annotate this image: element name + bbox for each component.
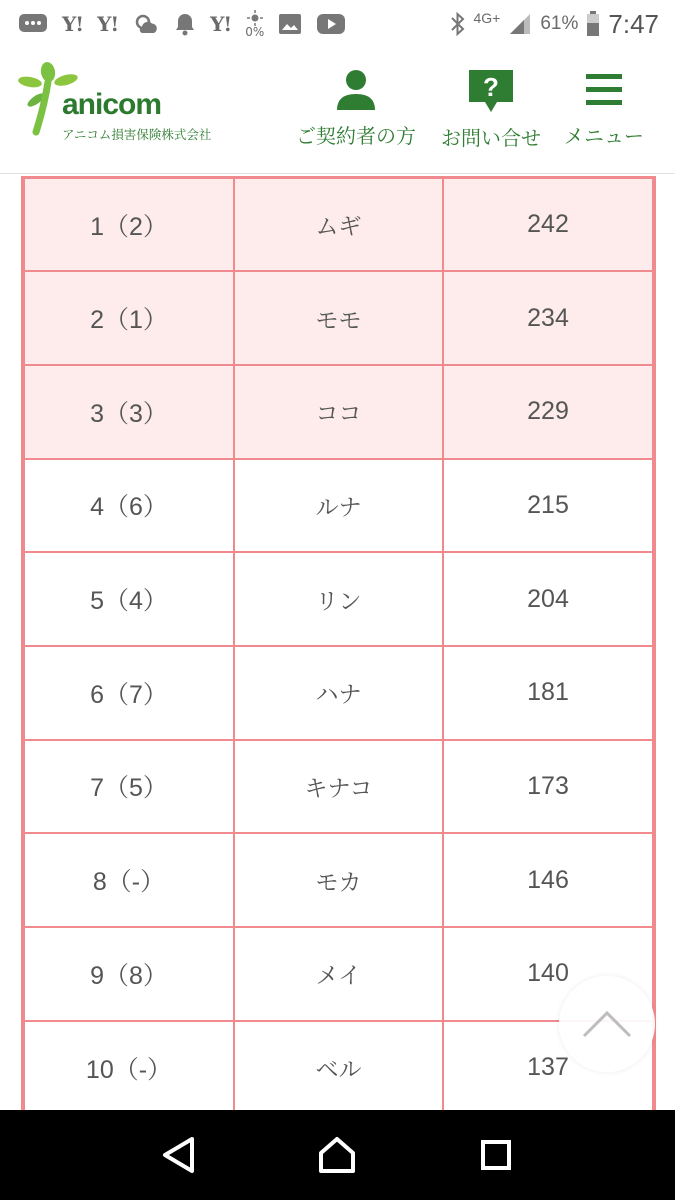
rank-cell: 4（6）	[25, 459, 234, 553]
ranking-row	[25, 927, 652, 1021]
count-cell: 242	[443, 178, 652, 272]
signal-icon	[508, 12, 532, 36]
svg-text:?: ?	[483, 72, 499, 102]
person-icon	[334, 68, 378, 112]
count-cell: 234	[443, 271, 652, 365]
uv-percent: 0%	[245, 25, 265, 39]
pet-name-cell: キナコ	[234, 740, 443, 834]
rank-cell: 6（7）	[25, 646, 234, 740]
logo-wordmark: anicom	[62, 88, 162, 121]
yahoo-icon: Y!	[97, 12, 119, 36]
rank-cell: 2（1）	[25, 271, 234, 365]
back-button[interactable]	[149, 1125, 209, 1185]
count-cell: 204	[443, 552, 652, 646]
network-type: 4G+	[473, 10, 501, 26]
chevron-up-icon	[582, 1009, 632, 1039]
ranking-row	[25, 552, 652, 646]
status-bar	[0, 0, 675, 48]
count-cell: 137	[443, 1021, 652, 1115]
system-nav-bar	[0, 1110, 675, 1200]
nav-label: ご契約者の方	[296, 124, 416, 148]
nav-menu[interactable]	[564, 68, 644, 149]
pet-name-cell: ハナ	[234, 646, 443, 740]
pet-name-cell: モカ	[234, 833, 443, 927]
rank-cell: 8（-）	[25, 833, 234, 927]
yahoo-icon: Y!	[62, 12, 84, 36]
weather-icon	[132, 12, 160, 36]
clock: 7:47	[608, 8, 659, 39]
bell-icon	[174, 12, 196, 36]
yahoo-icon: Y!	[210, 12, 232, 36]
question-icon	[467, 68, 515, 114]
ranking-row	[25, 646, 652, 740]
rank-cell: 5（4）	[25, 552, 234, 646]
youtube-icon	[316, 13, 346, 35]
count-cell: 215	[443, 459, 652, 553]
pet-name-cell: リン	[234, 552, 443, 646]
messages-icon	[18, 13, 48, 35]
ranking-row	[25, 459, 652, 553]
rank-cell: 10（-）	[25, 1021, 234, 1115]
count-cell: 229	[443, 365, 652, 459]
ranking-row	[25, 365, 652, 459]
pet-name-cell: メイ	[234, 927, 443, 1021]
logo-company-name: アニコム損害保険株式会社	[62, 127, 212, 142]
battery-percent: 61%	[540, 13, 579, 34]
hamburger-icon	[582, 68, 626, 112]
rank-cell: 9（8）	[25, 927, 234, 1021]
battery-icon	[586, 11, 600, 37]
rank-cell: 3（3）	[25, 365, 234, 459]
ranking-row	[25, 1021, 652, 1115]
ranking-row	[25, 740, 652, 834]
nav-label: メニュー	[564, 124, 644, 148]
site-header	[0, 48, 675, 174]
count-cell: 173	[443, 740, 652, 834]
count-cell: 181	[443, 646, 652, 740]
ranking-table	[25, 176, 652, 1115]
anicom-logo[interactable]	[18, 62, 228, 142]
pet-name-cell: モモ	[234, 271, 443, 365]
ranking-row	[25, 833, 652, 927]
rank-cell: 7（5）	[25, 740, 234, 834]
count-cell: 146	[443, 833, 652, 927]
pet-name-cell: ムギ	[234, 178, 443, 272]
pet-name-cell: ココ	[234, 365, 443, 459]
recents-icon	[479, 1138, 513, 1172]
home-button[interactable]	[307, 1125, 367, 1185]
ranking-row	[25, 178, 652, 272]
image-icon	[278, 13, 302, 35]
nav-contract-holder[interactable]	[296, 68, 416, 149]
count-cell: 140	[443, 927, 652, 1021]
pet-name-cell: ルナ	[234, 459, 443, 553]
recents-button[interactable]	[466, 1125, 526, 1185]
nav-label: お問い合せ	[441, 126, 541, 150]
uv-icon	[245, 10, 264, 38]
rank-cell: 1（2）	[25, 178, 234, 272]
ranking-table-container	[21, 176, 656, 1116]
bluetooth-icon	[450, 11, 466, 37]
ranking-table-body	[25, 178, 652, 1115]
home-icon	[317, 1135, 357, 1175]
back-icon	[161, 1136, 197, 1174]
ranking-row	[25, 271, 652, 365]
pet-name-cell: ベル	[234, 1021, 443, 1115]
nav-inquiry[interactable]	[441, 68, 541, 151]
scroll-to-top-button[interactable]	[559, 976, 655, 1072]
